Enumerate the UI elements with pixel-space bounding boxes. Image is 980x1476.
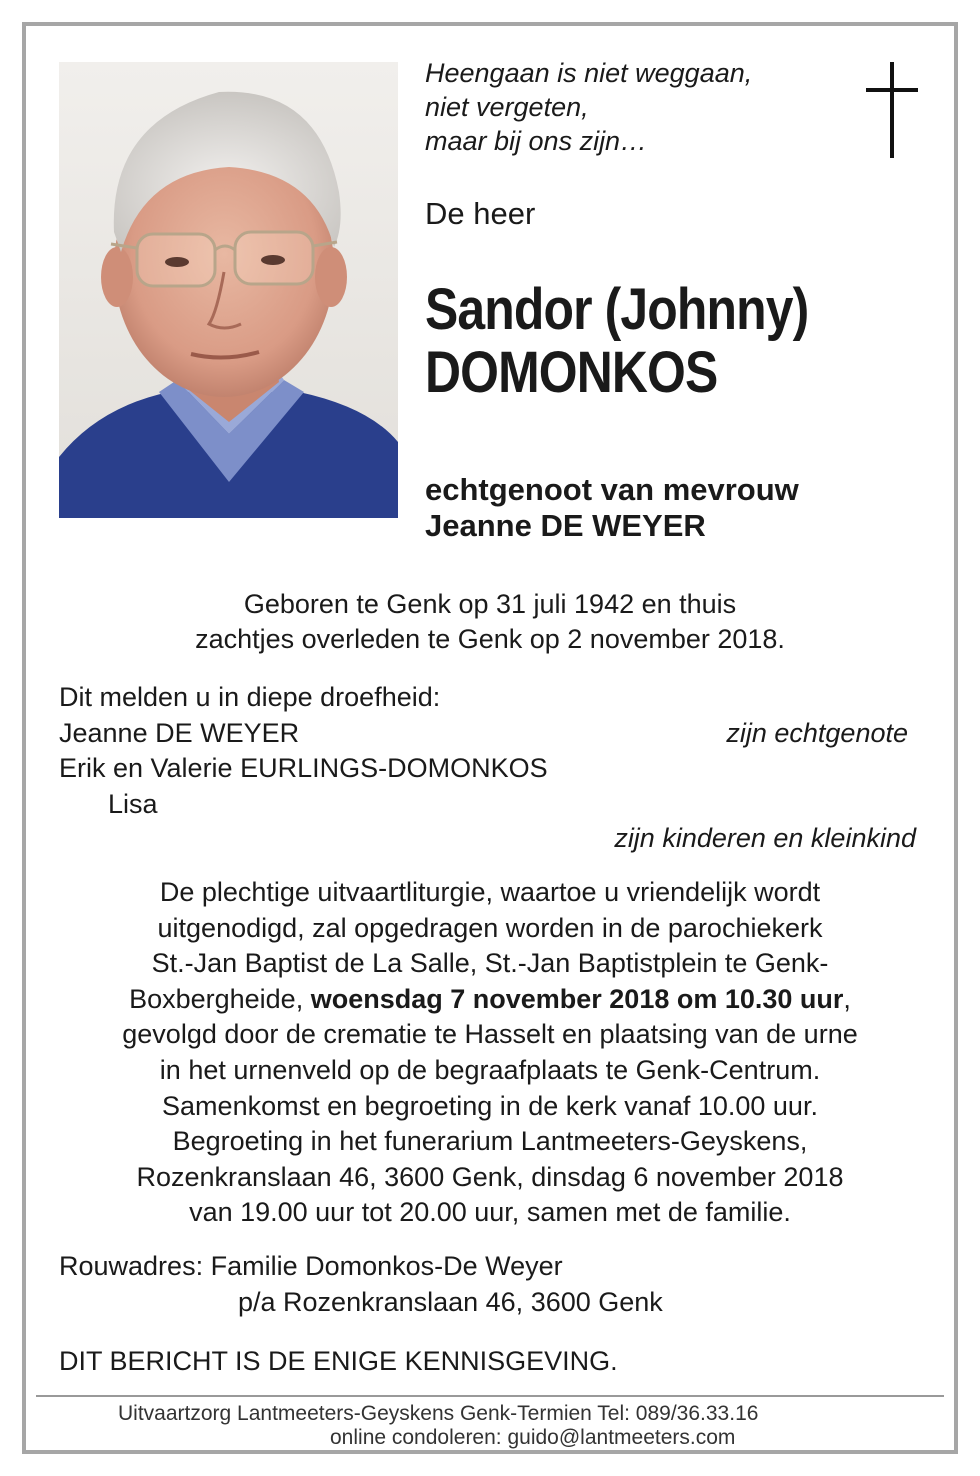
mourner-spouse: Jeanne DE WEYER bbox=[59, 718, 300, 748]
mourner-spouse-role: zijn echtgenote bbox=[726, 718, 908, 748]
poem-line: Heengaan is niet weggaan, bbox=[425, 58, 753, 88]
funeral-details bbox=[0, 875, 980, 1231]
poem bbox=[425, 56, 752, 158]
last-name: DOMONKOS bbox=[425, 340, 718, 405]
funeral-line: van 19.00 uur tot 20.00 uur, samen met de familie. bbox=[189, 1197, 791, 1228]
mourners-intro: Dit melden u in diepe droefheid: bbox=[59, 682, 441, 712]
mourner-grandchild: Lisa bbox=[108, 789, 158, 819]
deceased-name bbox=[425, 278, 808, 404]
mourning-address-line2: p/a Rozenkranslaan 46, 3600 Genk bbox=[238, 1287, 663, 1317]
birth-death-info bbox=[0, 587, 980, 657]
funeral-line-prefix: Boxbergheide, bbox=[129, 983, 311, 1014]
funeral-date-time: woensdag 7 november 2018 om 10.30 uur bbox=[310, 983, 844, 1014]
funeral-line: Begroeting in het funerarium Lantmeeters-Geyskens, bbox=[172, 1126, 808, 1157]
portrait-photo bbox=[59, 62, 398, 518]
condolence-email-link[interactable]: online condoleren: guido@lantmeeters.com bbox=[330, 1426, 736, 1449]
funeral-line: Samenkomst en begroeting in de kerk vanaf 10.00 uur. bbox=[162, 1090, 818, 1121]
poem-line: maar bij ons zijn… bbox=[425, 126, 648, 156]
spouse-line: echtgenoot van mevrouw bbox=[425, 472, 799, 507]
spouse-line: Jeanne DE WEYER bbox=[425, 508, 706, 543]
funeral-home-info: Uitvaartzorg Lantmeeters-Geyskens Genk-Termien Tel: 089/36.33.16 bbox=[118, 1402, 759, 1425]
poem-line: niet vergeten, bbox=[425, 92, 589, 122]
first-name: Sandor (Johnny) bbox=[425, 277, 809, 342]
funeral-line: St.-Jan Baptist de La Salle, St.-Jan Baptistplein te Genk- bbox=[151, 948, 829, 979]
spouse-info bbox=[425, 472, 799, 544]
mourning-address: Rouwadres: Familie Domonkos-De Weyer bbox=[59, 1251, 563, 1281]
mourner-children-role: zijn kinderen en kleinkind bbox=[614, 823, 916, 853]
funeral-line: uitgenodigd, zal opgedragen worden in de parochiekerk bbox=[157, 912, 823, 943]
sole-notice: DIT BERICHT IS DE ENIGE KENNISGEVING. bbox=[59, 1346, 618, 1376]
funeral-line bbox=[0, 982, 980, 1018]
funeral-line: gevolgd door de crematie te Hasselt en plaatsing van de urne bbox=[122, 1019, 858, 1050]
birth-line: zachtjes overleden te Genk op 2 november 2018. bbox=[195, 624, 785, 654]
funeral-line: Rozenkranslaan 46, 3600 Genk, dinsdag 6 november 2018 bbox=[136, 1161, 844, 1192]
funeral-line-suffix: , bbox=[843, 983, 851, 1014]
latin-cross-icon bbox=[862, 62, 922, 158]
honorific-title: De heer bbox=[425, 196, 536, 231]
funeral-line: De plechtige uitvaartliturgie, waartoe u vriendelijk wordt bbox=[159, 877, 821, 907]
mourner-children: Erik en Valerie EURLINGS-DOMONKOS bbox=[59, 753, 548, 783]
funeral-line: in het urnenveld op de begraafplaats te Genk-Centrum. bbox=[159, 1054, 821, 1085]
footer-divider bbox=[36, 1395, 944, 1397]
birth-line: Geboren te Genk op 31 juli 1942 en thuis bbox=[243, 589, 737, 619]
